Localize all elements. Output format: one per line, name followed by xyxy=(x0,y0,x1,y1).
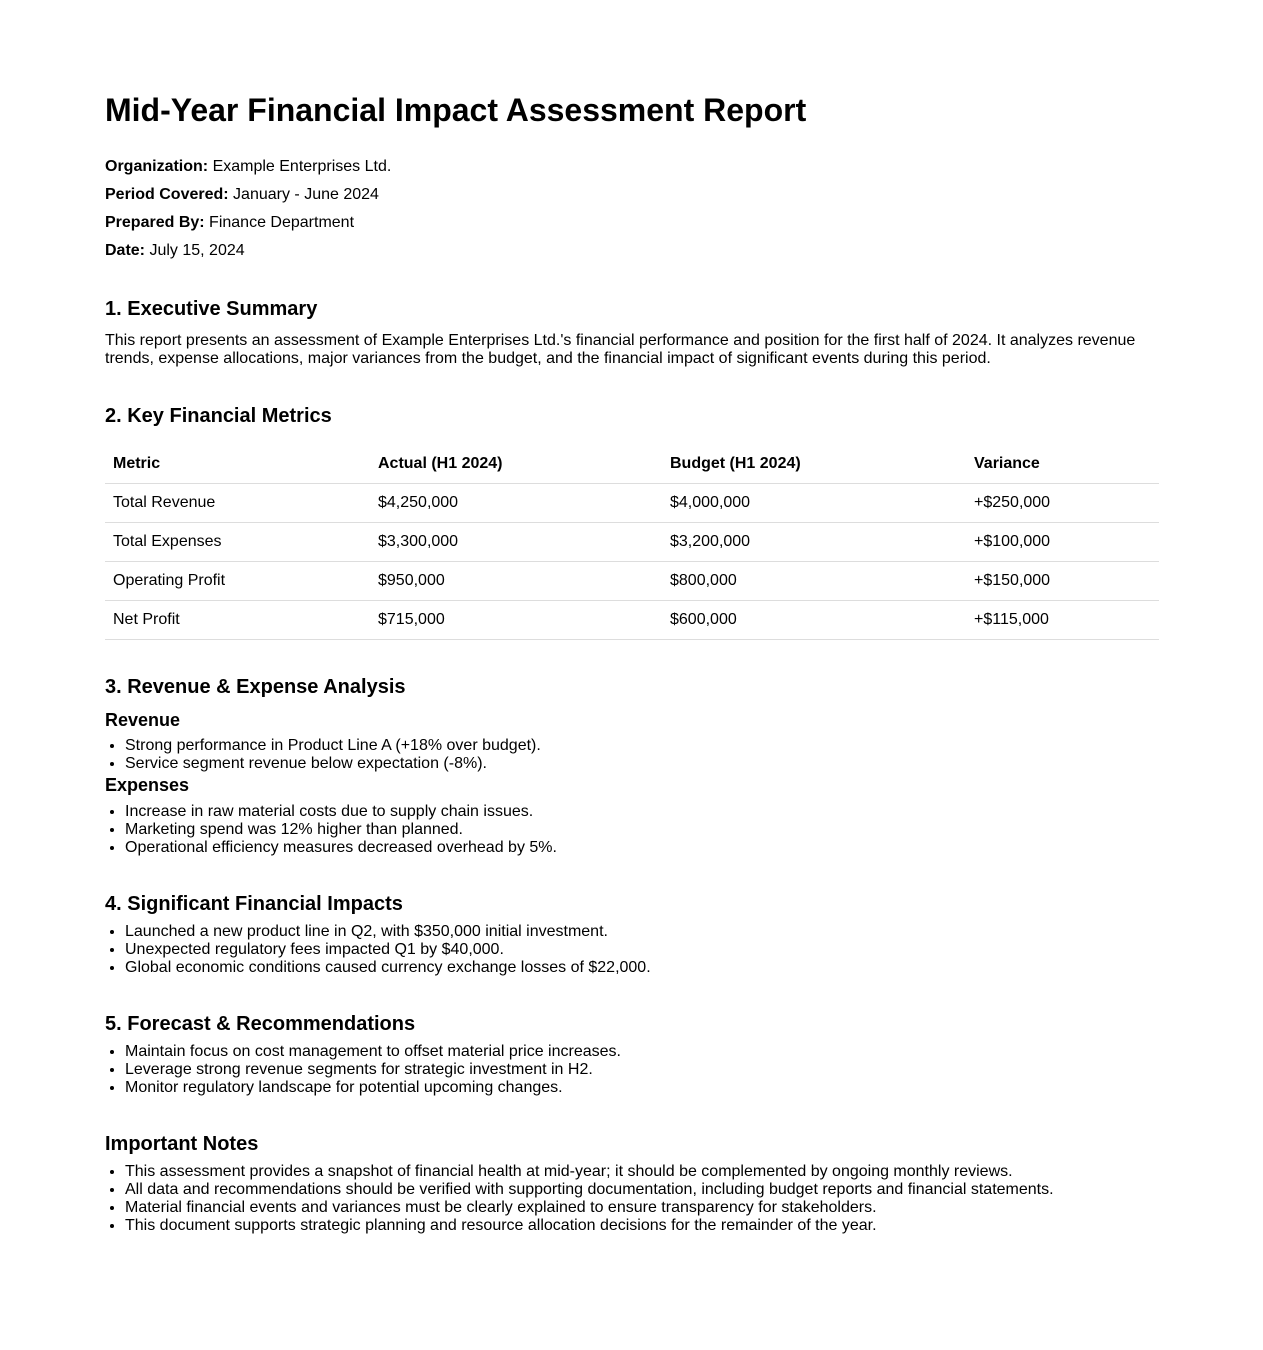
list-item: • Operational efficiency measures decreased overhead by 5%. xyxy=(125,839,1159,857)
impacts-section xyxy=(105,891,1159,977)
list-item: • Service segment revenue below expectation (-8%). xyxy=(125,755,1159,773)
forecast-heading: 5. Forecast & Recommendations xyxy=(105,1013,416,1035)
key-metrics-heading: 2. Key Financial Metrics xyxy=(105,405,332,427)
meta-period-label: Period Covered: xyxy=(105,186,229,203)
important-notes-section xyxy=(105,1131,1159,1235)
expenses-subheading: Expenses xyxy=(105,775,190,795)
important-notes-heading: Important Notes xyxy=(105,1133,259,1155)
meta-period xyxy=(105,185,1159,205)
cell-variance: +$150,000 xyxy=(966,562,1159,601)
cell-metric: Total Revenue xyxy=(105,484,370,523)
list-item: • Marketing spend was 12% higher than planned. xyxy=(125,821,1159,839)
meta-prepared-value: Finance Department xyxy=(209,214,355,231)
cell-actual: $3,300,000 xyxy=(370,523,662,562)
forecast-list xyxy=(105,1043,1159,1097)
meta-organization-value: Example Enterprises Ltd. xyxy=(212,158,392,175)
forecast-section xyxy=(105,1011,1159,1097)
column-header-variance: Variance xyxy=(966,445,1159,484)
report-title: Mid-Year Financial Impact Assessment Report xyxy=(105,92,807,128)
meta-date xyxy=(105,241,1159,261)
table-row xyxy=(105,601,1159,640)
cell-actual: $715,000 xyxy=(370,601,662,640)
list-item: • Global economic conditions caused currency exchange losses of $22,000. xyxy=(125,959,1159,977)
meta-prepared-label: Prepared By: xyxy=(105,214,205,231)
metrics-table-header-row xyxy=(105,445,1159,484)
executive-summary-heading: 1. Executive Summary xyxy=(105,298,318,320)
list-item: • Increase in raw material costs due to supply chain issues. xyxy=(125,803,1159,821)
analysis-heading: 3. Revenue & Expense Analysis xyxy=(105,676,406,698)
column-header-budget: Budget (H1 2024) xyxy=(662,445,966,484)
revenue-subheading: Revenue xyxy=(105,710,181,730)
cell-actual: $950,000 xyxy=(370,562,662,601)
meta-organization xyxy=(105,157,1159,177)
list-item: • Unexpected regulatory fees impacted Q1 by $40,000. xyxy=(125,941,1159,959)
column-header-actual: Actual (H1 2024) xyxy=(370,445,662,484)
cell-metric: Net Profit xyxy=(105,601,370,640)
metrics-table xyxy=(105,445,1159,640)
important-notes-list xyxy=(105,1163,1159,1235)
list-item: • Launched a new product line in Q2, with $350,000 initial investment. xyxy=(125,923,1159,941)
expenses-list xyxy=(105,803,1159,857)
list-item: • This assessment provides a snapshot of financial health at mid-year; it should be complemented by ongoing monthly reviews. xyxy=(125,1163,1159,1181)
list-item: • All data and recommendations should be verified with supporting documentation, including budget reports and financial statements. xyxy=(125,1181,1159,1199)
column-header-metric: Metric xyxy=(105,445,370,484)
table-row xyxy=(105,484,1159,523)
meta-date-value: July 15, 2024 xyxy=(149,242,245,259)
revenue-list xyxy=(105,737,1159,773)
table-row xyxy=(105,523,1159,562)
cell-variance: +$250,000 xyxy=(966,484,1159,523)
list-item: • Monitor regulatory landscape for potential upcoming changes. xyxy=(125,1079,1159,1097)
impacts-list xyxy=(105,923,1159,977)
analysis-section xyxy=(105,674,1159,857)
cell-variance: +$100,000 xyxy=(966,523,1159,562)
meta-date-label: Date: xyxy=(105,242,146,259)
list-item: • Strong performance in Product Line A (+18% over budget). xyxy=(125,737,1159,755)
cell-budget: $3,200,000 xyxy=(662,523,966,562)
list-item: • This document supports strategic planning and resource allocation decisions for the remainder of the year. xyxy=(125,1217,1159,1235)
meta-period-value: January - June 2024 xyxy=(233,186,379,203)
cell-actual: $4,250,000 xyxy=(370,484,662,523)
report-meta xyxy=(105,157,1159,261)
meta-organization-label: Organization: xyxy=(105,158,209,175)
executive-summary-text: This report presents an assessment of Example Enterprises Ltd.'s financial performance and position for the first half of 2024. It analyzes revenue trends, expense allocations, major variances from the budget, and the financial impact of significant events during this period. xyxy=(105,332,1136,367)
executive-summary-section xyxy=(105,296,1159,368)
cell-metric: Total Expenses xyxy=(105,523,370,562)
list-item: • Leverage strong revenue segments for strategic investment in H2. xyxy=(125,1061,1159,1079)
cell-budget: $600,000 xyxy=(662,601,966,640)
impacts-heading: 4. Significant Financial Impacts xyxy=(105,893,403,915)
cell-budget: $800,000 xyxy=(662,562,966,601)
meta-prepared-by xyxy=(105,213,1159,233)
list-item: • Maintain focus on cost management to offset material price increases. xyxy=(125,1043,1159,1061)
cell-budget: $4,000,000 xyxy=(662,484,966,523)
cell-variance: +$115,000 xyxy=(966,601,1159,640)
list-item: • Material financial events and variances must be clearly explained to ensure transparency for stakeholders. xyxy=(125,1199,1159,1217)
key-metrics-section xyxy=(105,403,1159,640)
cell-metric: Operating Profit xyxy=(105,562,370,601)
table-row xyxy=(105,562,1159,601)
report-content xyxy=(105,88,1159,1252)
